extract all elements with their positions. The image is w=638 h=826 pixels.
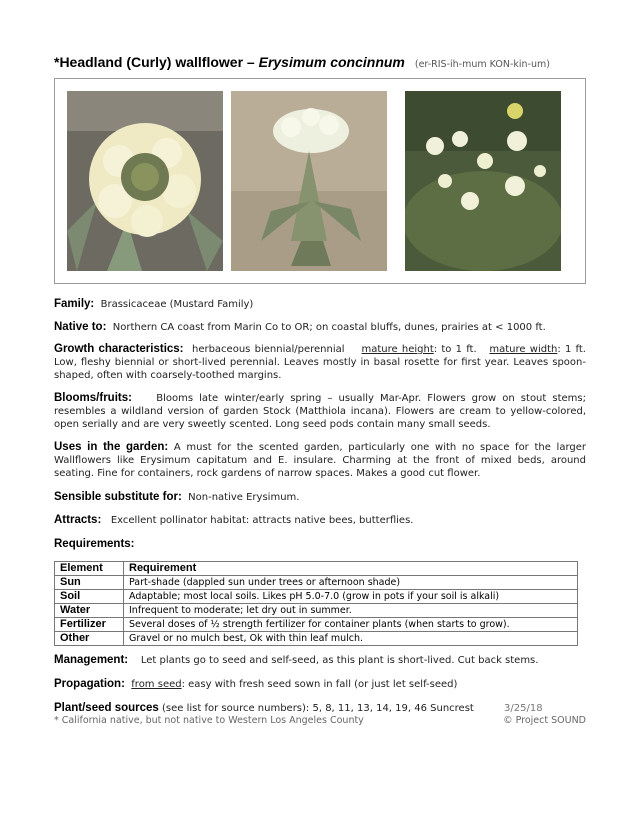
page-title — [54, 54, 594, 70]
common-name: *Headland (Curly) wallflower – — [54, 54, 259, 70]
blooms-label: Blooms/fruits: — [54, 392, 132, 404]
scientific-name: Erysimum concinnum — [258, 54, 405, 70]
photo-flower-closeup — [67, 91, 223, 271]
propagation-method: from seed — [131, 679, 182, 690]
management-section — [54, 654, 586, 667]
element-cell: Fertilizer — [55, 618, 124, 632]
copyright: © Project SOUND — [503, 715, 586, 726]
mature-width-value: : 1 ft. — [557, 344, 586, 355]
native-value: Northern CA coast from Marin Co to OR; on coastal bluffs, dunes, prairies at < 1000 ft. — [112, 322, 546, 333]
pronunciation: (er-RIS-ih-mum KON-kin-um) — [414, 59, 550, 70]
substitute-label: Sensible substitute for: — [54, 491, 182, 503]
substitute-section — [54, 491, 586, 504]
sources-paren: (see list for source numbers): — [158, 703, 310, 714]
requirements-table — [54, 561, 578, 646]
growth-label: Growth characteristics: — [54, 343, 184, 355]
management-label: Management: — [54, 654, 129, 666]
uses-label: Uses in the garden: — [54, 441, 169, 453]
requirements-label: Requirements: — [54, 538, 135, 550]
table-row — [55, 604, 578, 618]
requirement-cell: Several doses of ½ strength fertilizer for container plants (when starts to grow). — [124, 618, 578, 632]
propagation-label: Propagation: — [54, 678, 125, 690]
table-row — [55, 632, 578, 646]
native-section — [54, 321, 586, 334]
uses-value: A must for the scented garden, particularly one with no space for the larger Wallflowers like Erysimum capitatum and E. insulare. Charming at the front of mixed beds, around seating. Fine for containers, rock gardens of narrow spaces. Makes a good cut flower. — [54, 442, 587, 479]
requirement-cell: Gravel or no mulch best, Ok with thin leaf mulch. — [124, 632, 578, 646]
attracts-value: Excellent pollinator habitat: attracts native bees, butterflies. — [110, 515, 414, 526]
uses-section — [54, 441, 586, 480]
mature-height-label: mature height — [361, 344, 434, 355]
sources-value: 5, 8, 11, 13, 14, 19, 46 Suncrest — [309, 703, 474, 714]
photo-panel — [54, 78, 586, 284]
native-label: Native to: — [54, 321, 107, 333]
propagation-section — [54, 678, 586, 691]
blooms-value: Blooms late winter/early spring – usually Mar-Apr. Flowers grow on stout stems; resembles a wildland version of garden Stock (Matthiola incana). Flowers are cream to yellow-colored, open serially and are very sweetly scented. Long seed pods contain many small seeds. — [54, 393, 586, 430]
substitute-value: Non-native Erysimum. — [188, 492, 300, 503]
requirements-heading — [54, 538, 586, 551]
propagation-value: : easy with fresh seed sown in fall (or just let self-seed) — [181, 679, 458, 690]
element-cell: Water — [55, 604, 124, 618]
management-value: Let plants go to seed and self-seed, as this plant is short-lived. Cut back stems. — [140, 655, 539, 666]
table-row — [55, 590, 578, 604]
family-value: Brassicaceae (Mustard Family) — [100, 299, 254, 310]
mature-height-value: : to 1 ft. — [433, 344, 477, 355]
requirement-cell: Part-shade (dappled sun under trees or afternoon shade) — [124, 576, 578, 590]
requirement-cell: Infrequent to moderate; let dry out in summer. — [124, 604, 578, 618]
attracts-section — [54, 514, 586, 527]
element-cell: Other — [55, 632, 124, 646]
mature-width-label: mature width — [489, 344, 558, 355]
photo-garden-clump — [405, 91, 561, 271]
revision-date: 3/25/18 — [504, 703, 543, 714]
family-section — [54, 298, 586, 311]
element-cell: Soil — [55, 590, 124, 604]
sources-label: Plant/seed sources — [54, 702, 159, 714]
growth-intro: herbaceous biennial/perennial — [191, 344, 345, 355]
column-header: Element — [55, 562, 124, 576]
sources-section — [54, 702, 586, 715]
footer-note: * California native, but not native to Western Los Angeles County — [54, 715, 364, 726]
element-cell: Sun — [55, 576, 124, 590]
growth-description: Low, fleshy biennial or short-lived perennial. Leaves mostly in basal rosette for first year. Leaves spoon-shaped, often with coarsely-toothed margins. — [54, 357, 586, 381]
photo-plant-in-sand — [231, 91, 387, 271]
growth-section — [54, 343, 586, 382]
table-row — [55, 576, 578, 590]
family-label: Family: — [54, 298, 95, 310]
blooms-section — [54, 392, 586, 431]
table-header-row — [55, 562, 578, 576]
requirement-cell: Adaptable; most local soils. Likes pH 5.0-7.0 (grow in pots if your soil is alkali) — [124, 590, 578, 604]
column-header: Requirement — [124, 562, 578, 576]
table-row — [55, 618, 578, 632]
footer — [54, 715, 586, 726]
attracts-label: Attracts: — [54, 514, 102, 526]
